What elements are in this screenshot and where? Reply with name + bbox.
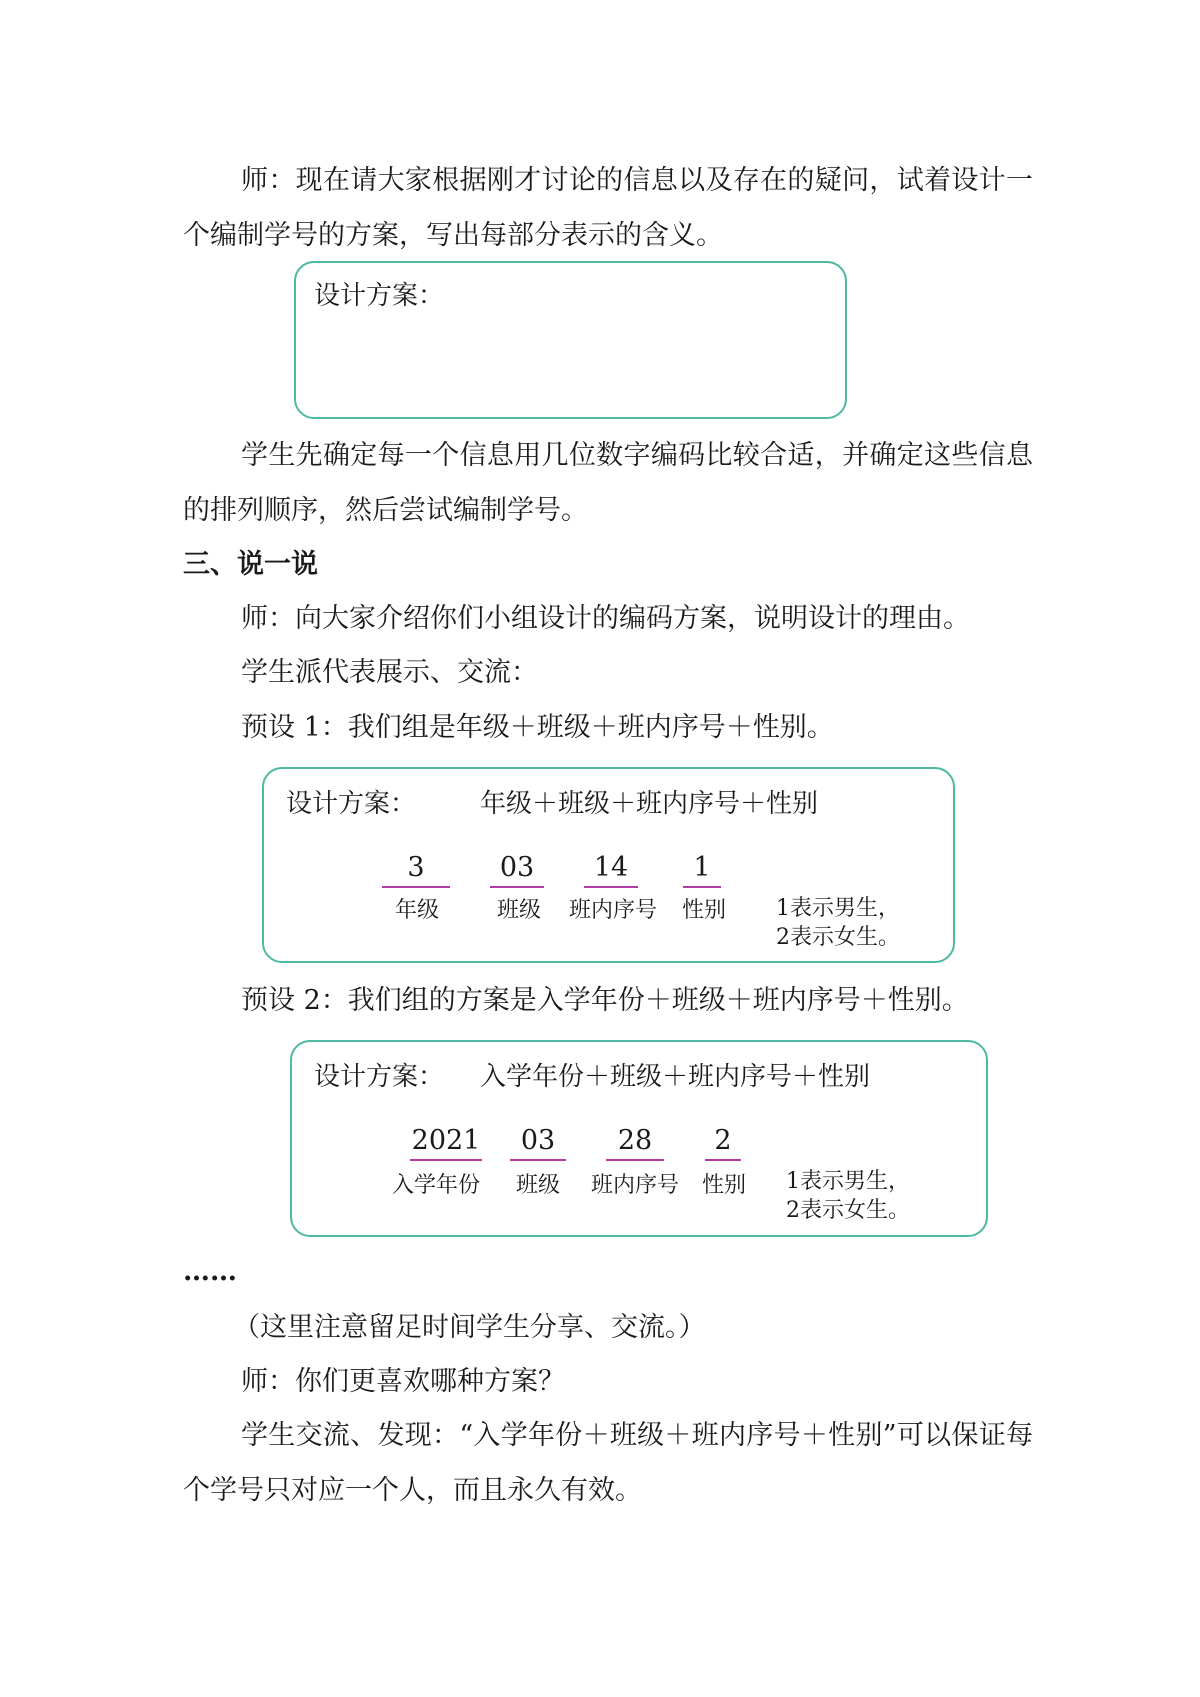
- caption-gender: 性别: [681, 898, 726, 923]
- code-part-gender: 1: [683, 853, 721, 888]
- section-heading: 三、说一说: [183, 549, 318, 580]
- design-plan-label: 设计方案：: [286, 789, 417, 819]
- gender-note-male: 1表示男生，: [786, 1169, 910, 1194]
- paragraph-note: （这里注意留足时间学生分享、交流。）: [233, 1312, 706, 1343]
- code-part-grade: 3: [382, 853, 450, 888]
- gender-note-male: 1表示男生，: [776, 896, 900, 921]
- ellipsis: ……: [183, 1256, 237, 1287]
- paragraph-teacher-introduce: 师：向大家介绍你们小组设计的编码方案，说明设计的理由。: [241, 603, 970, 634]
- gender-note-female: 2表示女生。: [786, 1198, 910, 1223]
- paragraph-preset-2: 预设 2：我们组的方案是入学年份＋班级＋班内序号＋性别。: [241, 985, 969, 1016]
- paragraph-preset-1: 预设 1：我们组是年级＋班级＋班内序号＋性别。: [241, 712, 834, 743]
- caption-class: 班级: [515, 1173, 560, 1198]
- paragraph-student-conclusion: 学生交流、发现：“入学年份＋班级＋班内序号＋性别”可以保证每个学号只对应一个人，而且永久有效。: [183, 1420, 1033, 1506]
- code-part-seat: 28: [606, 1126, 664, 1161]
- caption-seat: 班内序号: [568, 898, 657, 923]
- code-part-seat: 14: [584, 853, 638, 888]
- design-plan-label: 设计方案：: [314, 281, 445, 311]
- code-part-gender: 2: [705, 1126, 741, 1161]
- design-plan-box-empty: [294, 261, 847, 419]
- code-part-year: 2021: [410, 1126, 482, 1161]
- paragraph-student-steps: 学生先确定每一个信息用几位数字编码比较合适，并确定这些信息的排列顺序，然后尝试编制学号。: [183, 440, 1033, 526]
- caption-seat: 班内序号: [590, 1173, 679, 1198]
- paragraph-teacher-question: 师：你们更喜欢哪种方案？: [241, 1366, 565, 1397]
- paragraph-teacher-prompt: 师：现在请大家根据刚才讨论的信息以及存在的疑问，试着设计一个编制学号的方案，写出每部分表示的含义。: [183, 165, 1033, 251]
- design-plan-label: 设计方案：: [314, 1062, 445, 1092]
- paragraph-student-share: 学生派代表展示、交流：: [241, 657, 538, 688]
- caption-gender: 性别: [701, 1173, 746, 1198]
- design-formula: 年级＋班级＋班内序号＋性别: [480, 789, 819, 819]
- caption-class: 班级: [496, 898, 541, 923]
- code-part-class: 03: [510, 1126, 566, 1161]
- code-part-class: 03: [490, 853, 544, 888]
- design-plan-box-preset-1: [262, 767, 955, 963]
- caption-year: 入学年份: [391, 1173, 480, 1198]
- caption-grade: 年级: [394, 898, 439, 923]
- design-formula: 入学年份＋班级＋班内序号＋性别: [480, 1062, 871, 1092]
- design-plan-box-preset-2: [290, 1040, 988, 1237]
- gender-note-female: 2表示女生。: [776, 925, 900, 950]
